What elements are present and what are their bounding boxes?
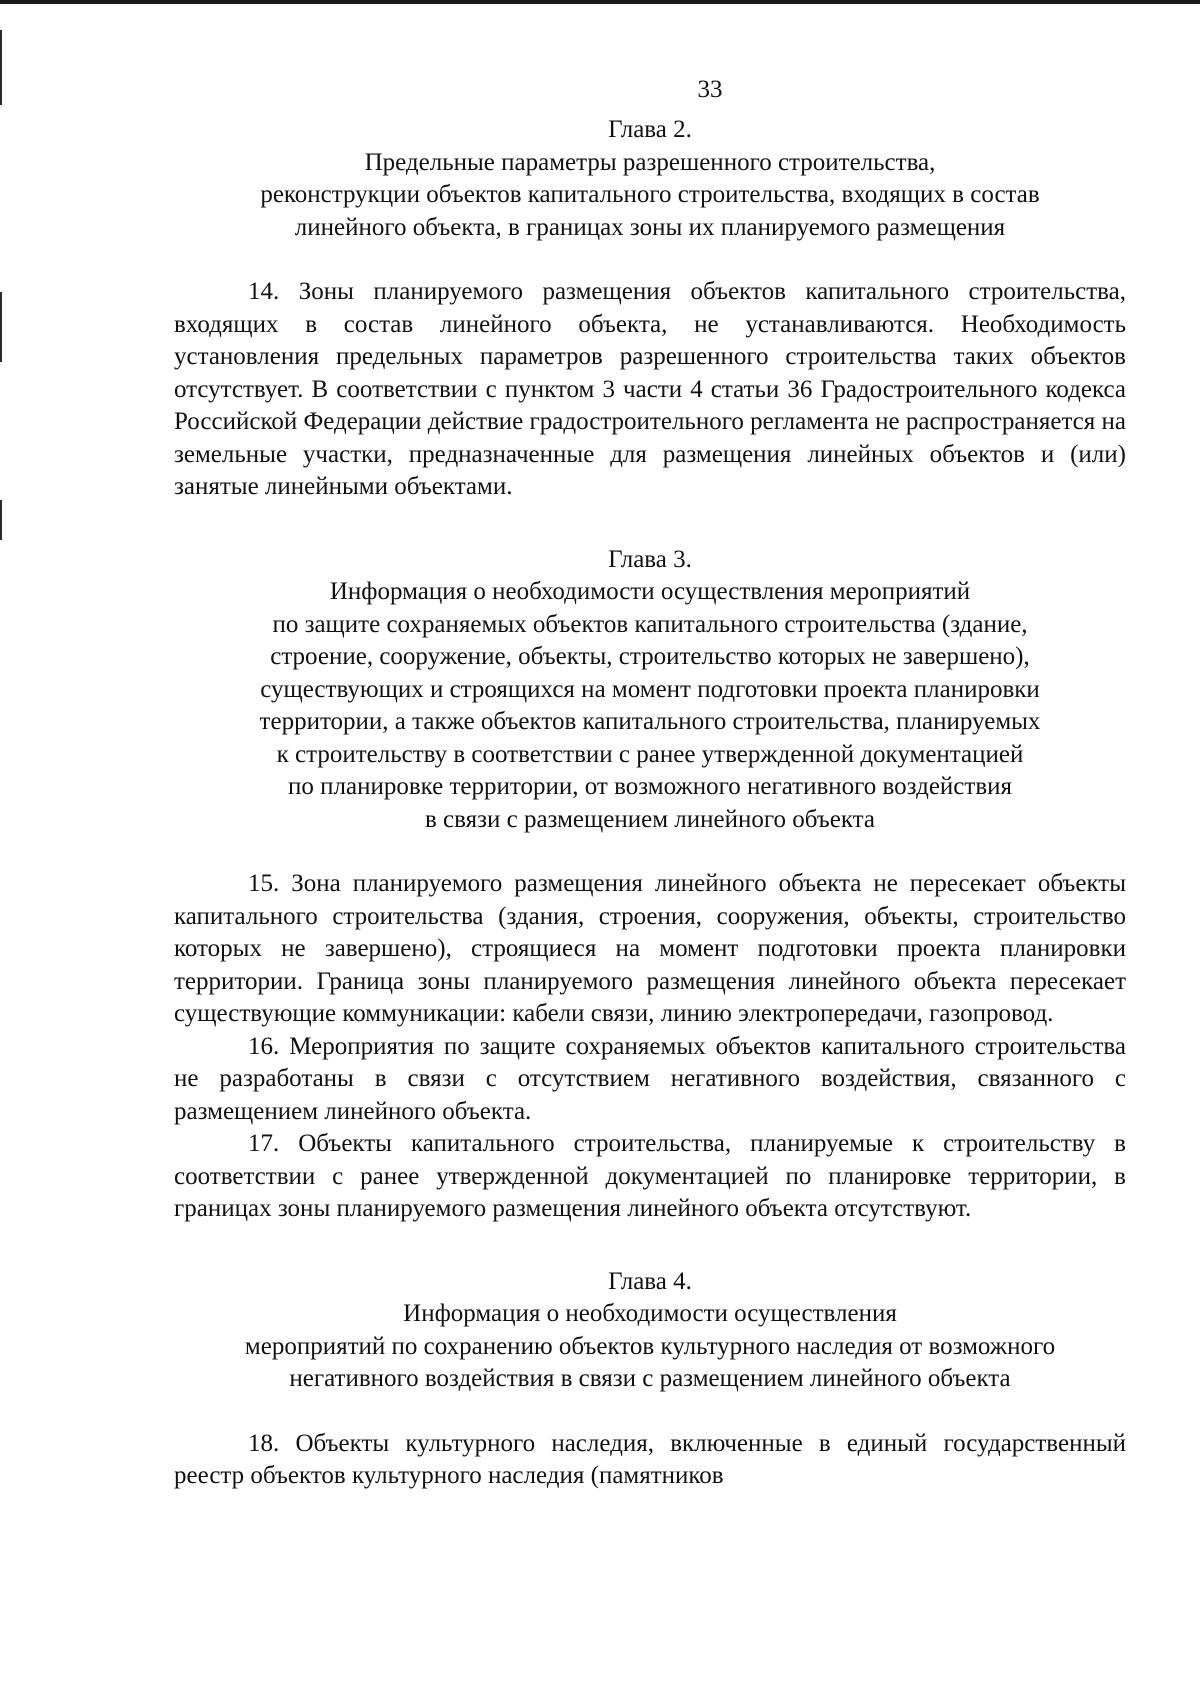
chapter-subtitle-line: реконструкции объектов капитального строительства, входящих в состав xyxy=(260,181,1040,208)
scan-margin-mark xyxy=(0,292,2,362)
chapter-subtitle-line: территории, а также объектов капитального строительства, планируемых xyxy=(259,708,1041,735)
scan-top-edge xyxy=(0,0,1200,4)
chapter-2-heading xyxy=(174,114,1126,244)
chapter-3-heading xyxy=(174,544,1126,837)
chapter-subtitle-line: мероприятий по сохранению объектов культурного наследия от возможного xyxy=(244,1332,1056,1360)
scan-margin-mark xyxy=(0,30,2,105)
paragraph-17 xyxy=(174,1128,1126,1226)
paragraph-text: 18. Объекты культурного наследия, включенные в единый государственный реестр объектов культурного наследия (памятников xyxy=(174,1429,1126,1489)
chapter-title: Глава 2. xyxy=(608,116,692,143)
chapter-subtitle-line: Информация о необходимости осуществления мероприятий xyxy=(329,578,971,605)
page-number: 33 xyxy=(697,76,723,103)
chapter-subtitle-line: Информация о необходимости осуществления xyxy=(403,1300,897,1327)
chapter-title: Глава 4. xyxy=(608,1267,692,1295)
paragraph-text: 16. Мероприятия по защите сохраняемых объектов капитального строительства не разработаны в связи с отсутствием негативного воздействия, связанного с размещением линейного объекта. xyxy=(174,1032,1126,1125)
chapter-subtitle-line: существующих и строящихся на момент подготовки проекта планировки xyxy=(260,675,1040,703)
chapter-subtitle-line: по защите сохраняемых объектов капитального строительства (здание, xyxy=(272,610,1028,638)
chapter-subtitle-line: строение, сооружение, объекты, строительство которых не завершено), xyxy=(270,643,1030,670)
document-page xyxy=(174,74,1126,1493)
paragraph-text: 17. Объекты капитального строительства, планируемые к строительству в соответствии с ранее утвержденной документацией по планировке территории, в границах зоны планируемого размещения линейного объекта отсутствуют. xyxy=(174,1130,1126,1222)
paragraph-text: 15. Зона планируемого размещения линейного объекта не пересекает объекты капитального строительства (здания, строения, сооружения, объекты, строительство которых не завершено), строящиеся на момент подготовки проекта планировки территории. Граница зоны планируемого размещения линейного объекта пересекает существующие коммуникации: кабели связи, линию электропередачи, газопровод. xyxy=(174,870,1126,1027)
chapter-subtitle-line: в связи с размещением линейного объекта xyxy=(424,805,875,833)
chapter-subtitle-line: линейного объекта, в границах зоны их планируемого размещения xyxy=(294,213,1006,241)
chapter-subtitle-line: по планировке территории, от возможного негативного воздействия xyxy=(288,773,1012,800)
chapter-subtitle-line: Предельные параметры разрешенного строительства, xyxy=(364,148,936,176)
paragraph-14 xyxy=(174,276,1126,504)
chapter-subtitle-line: к строительству в соответствии с ранее утвержденной документацией xyxy=(276,740,1024,768)
paragraph-18 xyxy=(174,1428,1126,1493)
paragraph-16 xyxy=(174,1031,1126,1129)
scan-margin-mark xyxy=(0,500,2,540)
chapter-subtitle-line: негативного воздействия в связи с размещением линейного объекта xyxy=(289,1365,1011,1392)
chapter-title: Глава 3. xyxy=(608,545,692,573)
paragraph-15 xyxy=(174,868,1126,1031)
paragraph-text: 14. Зоны планируемого размещения объектов капитального строительства, входящих в состав линейного объекта, не устанавливаются. Необходимость установления предельных параметров разрешенного строительства таких объектов отсутствует. В соответствии с пунктом 3 части 4 статьи 36 Градостроительного кодекса Российской Федерации действие градостроительного регламента не распространяется на земельные участки, предназначенные для размещения линейных объектов и (или) занятые линейными объектами. xyxy=(174,278,1126,500)
chapter-4-heading xyxy=(174,1266,1126,1396)
